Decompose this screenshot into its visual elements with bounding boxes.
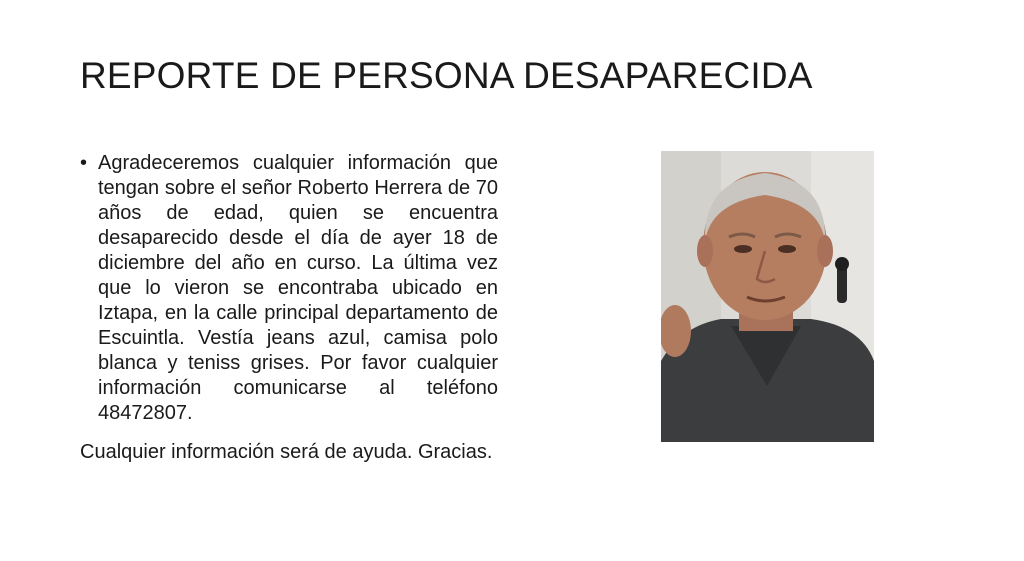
bullet-dot-icon: • — [80, 152, 88, 174]
slide-title: REPORTE DE PERSONA DESAPARECIDA — [80, 55, 813, 96]
person-photo — [661, 151, 874, 442]
bullet-item — [80, 151, 498, 426]
slide-body — [80, 151, 498, 465]
closing-text: Cualquier información será de ayuda. Gracias. — [80, 441, 493, 463]
person-photo-image — [661, 151, 874, 442]
bullet-text: Agradeceremos cualquier información que tengan sobre el señor Roberto Herrera de 70 años de edad, quien se encuentra desaparecido desde el día de ayer 18 de diciembre del año en curso. La última vez que lo vieron se encontraba ubicado en Iztapa, en la calle principal departamento de Escuintla. Vestía jeans azul, camisa polo blanca y teniss grises. Por favor cualquier información comunicarse al teléfono 48472807. — [98, 152, 498, 424]
